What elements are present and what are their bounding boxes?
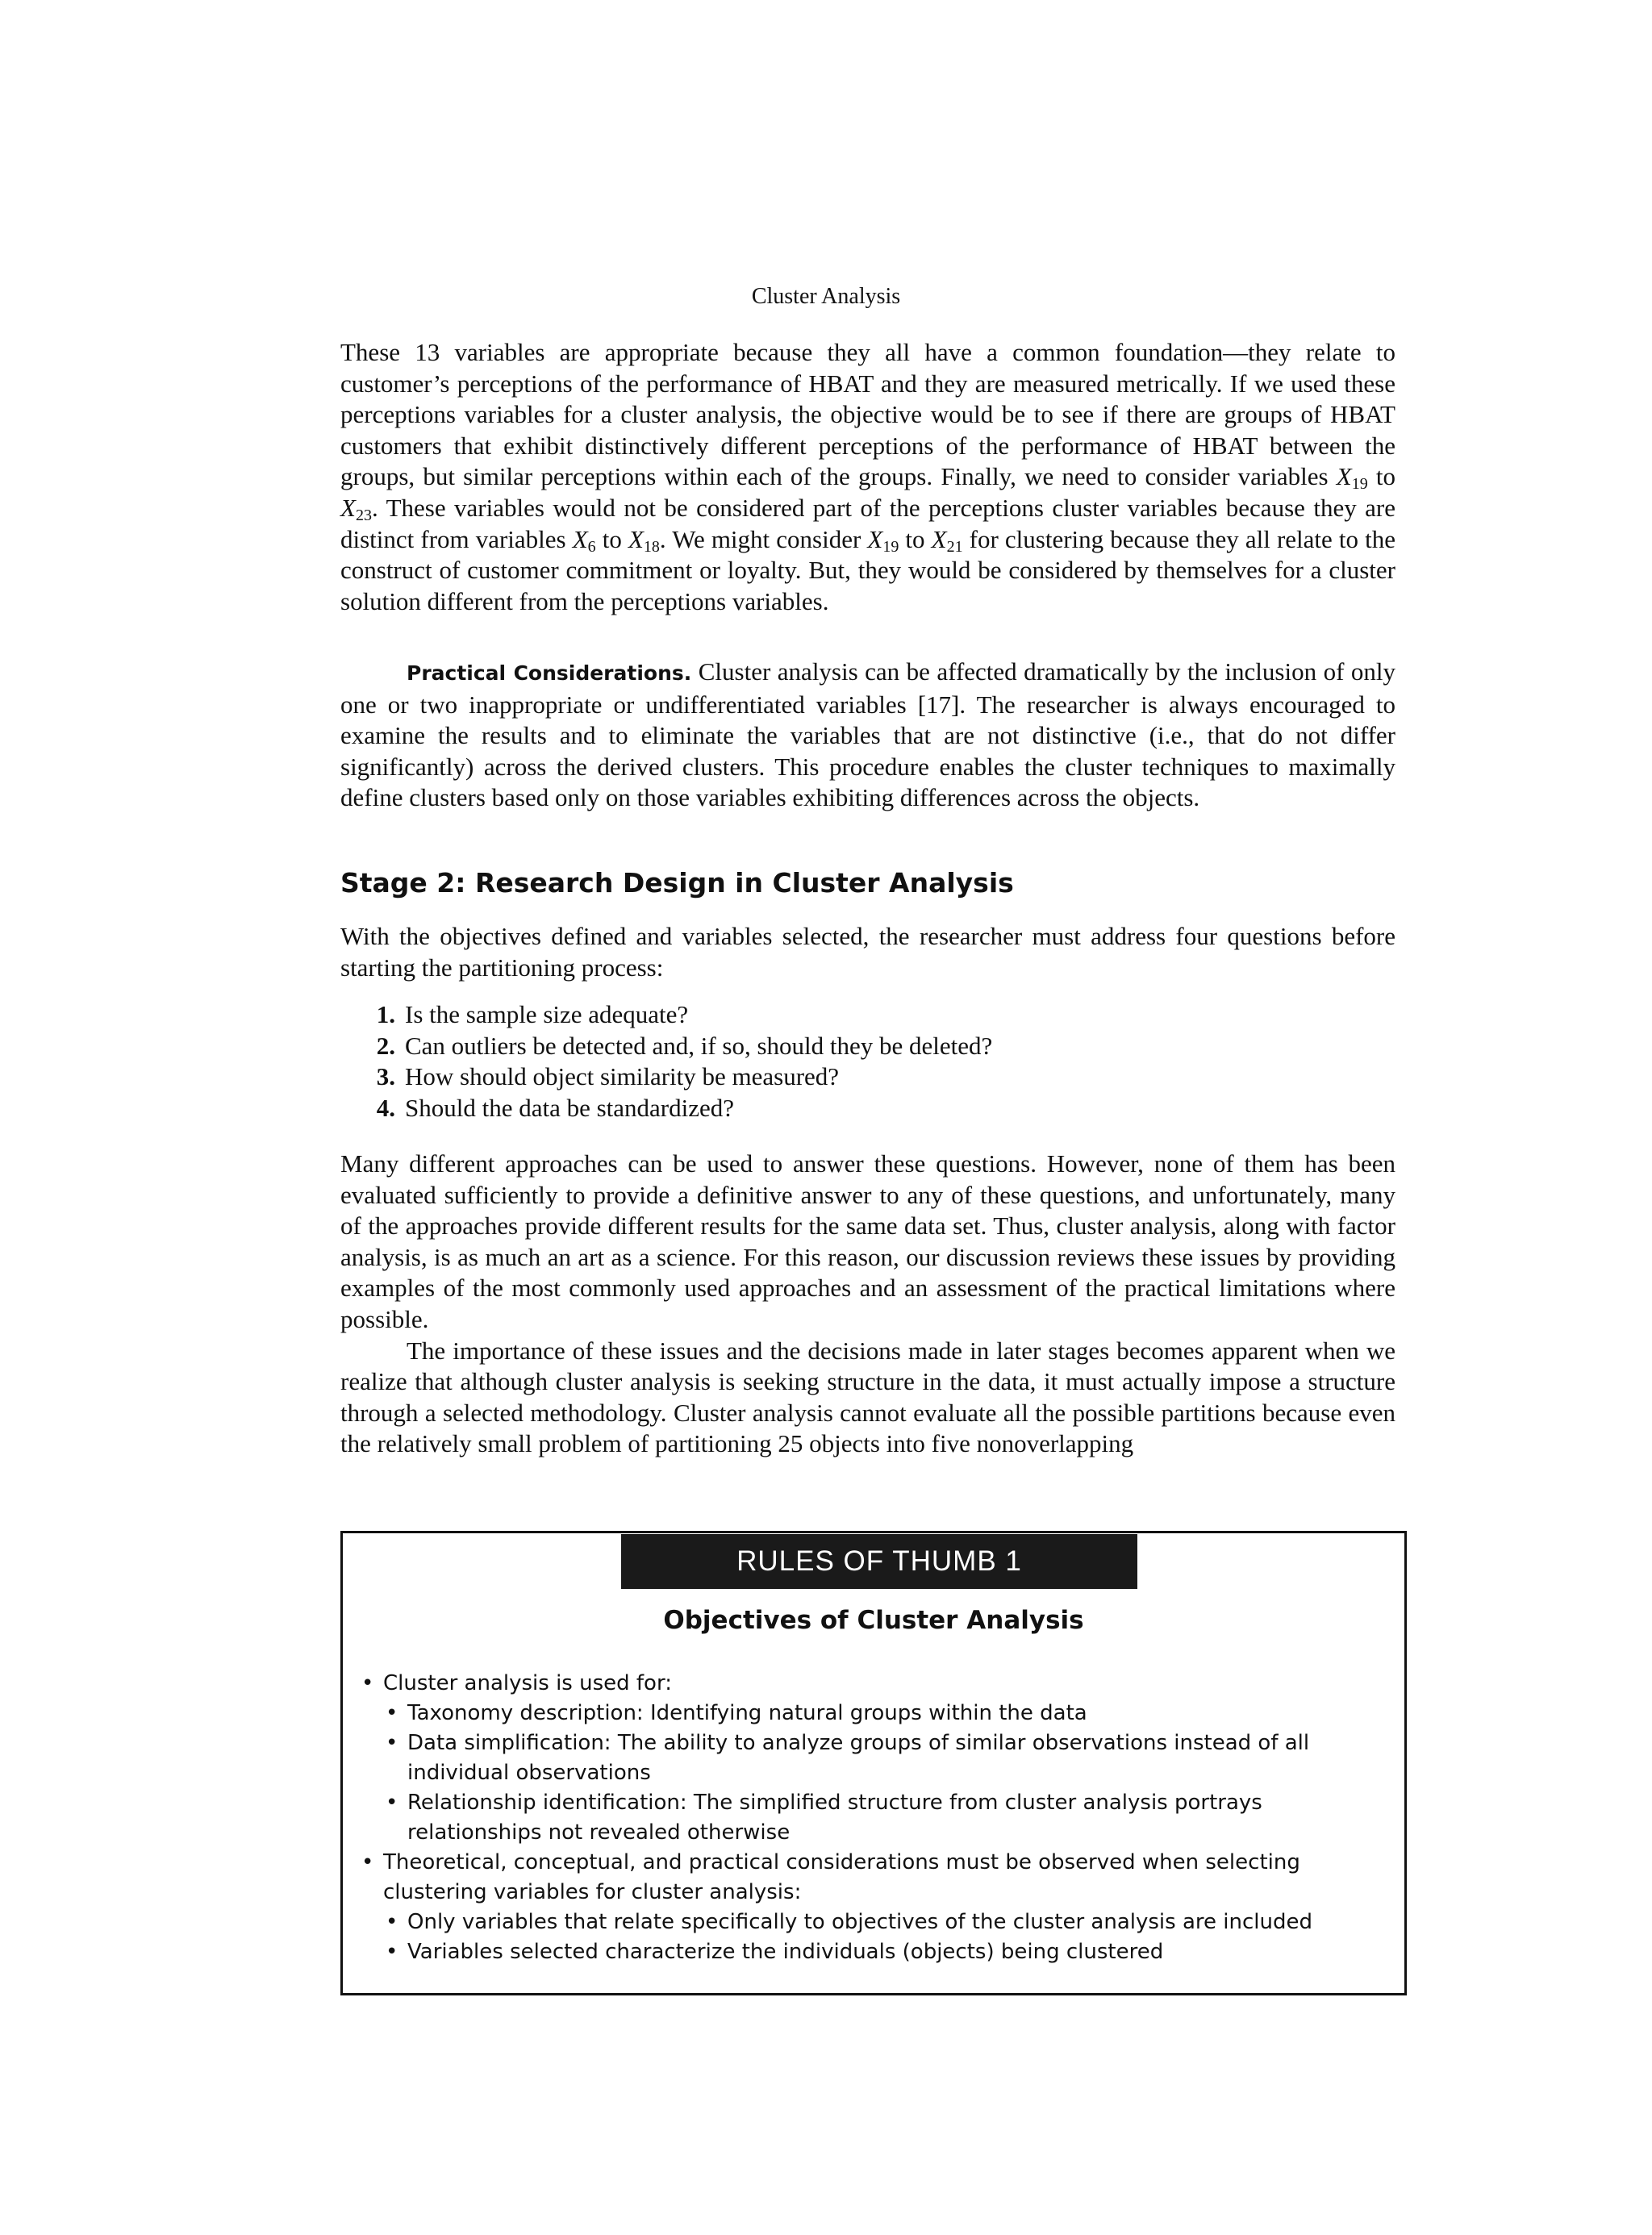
list-item: 1. Is the sample size adequate? xyxy=(376,1000,689,1028)
list-item: • Variables selected characterize the individuals (objects) being clustered xyxy=(386,1937,1390,1967)
rules-banner: RULES OF THUMB 1 xyxy=(621,1534,1137,1589)
section-heading: Stage 2: Research Design in Cluster Analysis xyxy=(340,867,1014,899)
bullet-icon: • xyxy=(361,1850,374,1874)
list-item: • Theoretical, conceptual, and practical considerations must be observed when selecting clustering variables for cluster analysis: xyxy=(361,1848,1390,1908)
bullet-icon: • xyxy=(386,1701,398,1725)
run-in-heading: Practical Considerations. xyxy=(407,661,692,685)
paragraph-practical-considerations xyxy=(340,657,1395,814)
variable-x19: $X_{19}$ xyxy=(1336,462,1368,494)
variable-x21: $X_{21}$ xyxy=(931,524,963,556)
variable-x18: $X_{18}$ xyxy=(628,524,660,556)
bullet-icon: • xyxy=(386,1731,398,1755)
rules-of-thumb-box xyxy=(340,1531,1407,1995)
list-item: • Data simplification: The ability to analyze groups of similar observations instead of all individual observations xyxy=(386,1728,1390,1788)
variable-x6: $X_6$ xyxy=(572,524,596,556)
variable-x19-second: $X_{19}$ xyxy=(867,524,899,556)
rules-list xyxy=(361,1669,1390,1967)
paragraph-intro xyxy=(340,921,1395,983)
rules-subtitle: Objectives of Cluster Analysis xyxy=(663,1606,1084,1635)
bullet-icon: • xyxy=(386,1791,398,1815)
bullet-icon: • xyxy=(386,1910,398,1934)
running-head: Cluster Analysis xyxy=(751,284,901,309)
question-list xyxy=(365,999,1373,1124)
list-item: • Cluster analysis is used for: xyxy=(361,1669,1390,1699)
importance-text: The importance of these issues and the decisions made in later stages becomes apparent when we realize that although cluster analysis is seeking structure in the data, it must actually impose a structure through a selected methodology. Cluster analysis cannot evaluate all the possible partitions because even the relatively small problem of partitioning 25 objects into five nonoverlapping xyxy=(340,1336,1395,1458)
list-item: • Taxonomy description: Identifying natural groups within the data xyxy=(386,1699,1390,1728)
intro-text: With the objectives defined and variables selected, the researcher must address four questions before starting the partitioning process: xyxy=(340,922,1395,982)
bullet-icon: • xyxy=(361,1671,374,1695)
list-item: • Only variables that relate specifically to objectives of the cluster analysis are included xyxy=(386,1908,1390,1937)
approaches-text: Many different approaches can be used to answer these questions. However, none of them has been evaluated sufficiently to provide a definitive answer to any of these questions, and unfortunately, many of the approaches provide different results for the same data set. Thus, cluster analysis, along with factor analysis, is as much an art as a science. For this reason, our discussion reviews these issues by providing examples of the most commonly used approaches and an assessment of the practical limitations where possible. xyxy=(340,1149,1395,1333)
variable-x23: $X_{23}$ xyxy=(340,493,372,524)
paragraph-approaches xyxy=(340,1149,1395,1460)
paragraph-variables-text-a: These 13 variables are appropriate because they all have a common foundation—they relate to customer’s perceptions of the performance of HBAT and they are measured metrically. If we used these perceptions variables for a cluster analysis, the objective would be to see if there are groups of HBAT customers that exhibit distinctively different perceptions of the performance of HBAT between the groups, but similar perceptions within each of the groups. Finally, we need to consider variables xyxy=(340,338,1395,491)
practical-text: Cluster analysis can be affected dramatically by the inclusion of only one or two inappropriate or undifferentiated variables [17]. The researcher is always encouraged to examine the results and to eliminate the variables that are not distinctive (i.e., that do not differ significantly) across the derived clusters. This procedure enables the cluster techniques to maximally define clusters based only on those variables exhibiting differences across the objects. xyxy=(340,657,1395,812)
list-item: 3. How should object similarity be measured? xyxy=(376,1062,840,1091)
list-item: • Relationship identification: The simplified structure from cluster analysis portrays relationships not revealed otherwise xyxy=(386,1788,1390,1848)
list-item: 2. Can outliers be detected and, if so, should they be deleted? xyxy=(376,1031,993,1060)
bullet-icon: • xyxy=(386,1940,398,1964)
list-item: 4. Should the data be standardized? xyxy=(376,1093,735,1122)
paragraph-variables: These 13 variables are appropriate because they all have a common foundation—they relate to customer’s perceptions of the performance of HBAT and they are measured metrically. If we used these perceptions variables for a cluster analysis, the objective would be to see if there are groups of HBAT customers that exhibit distinctively different perceptions of the performance of HBAT between the groups, but similar perceptions within each of the groups. Finally, we need to consider variables $X_{19}$ to $X_{23}$. These variables would not be considered part of the perceptions cluster variables because they are distinct from variables $X_6$ to $X_{18}$. We might consider $X_{19}$ to $X_{21}$ for clustering because they all relate to the construct of customer commitment or loyalty. But, they would be considered by themselves for a cluster solution different from the perceptions variables. xyxy=(340,338,1395,615)
